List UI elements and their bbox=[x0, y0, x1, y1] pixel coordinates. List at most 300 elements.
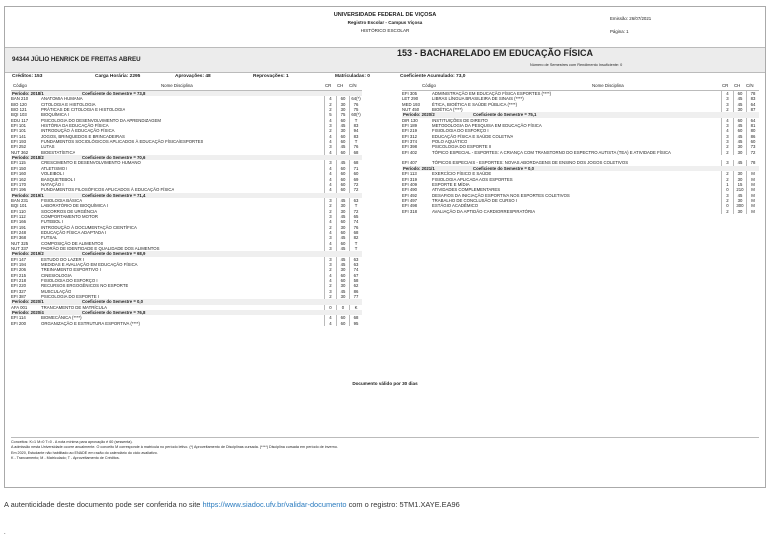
hours-cell: 60 bbox=[336, 150, 349, 155]
credits-cell: 4 bbox=[721, 91, 733, 96]
course-name: COMPORTAMENTO MOTOR bbox=[41, 213, 98, 219]
course-row bbox=[402, 150, 759, 161]
period-label: Período: 2018/2 bbox=[12, 155, 44, 161]
grade-cell: 62 bbox=[349, 283, 362, 288]
semester-coefficient: Coeficiente do Semestre = 68,9 bbox=[82, 251, 146, 257]
course-name: MUSCULAÇÃO bbox=[41, 288, 72, 294]
header-cn: C/N bbox=[349, 83, 357, 88]
grade-cell: 63 bbox=[349, 257, 362, 262]
hours-cell: 15 bbox=[733, 182, 746, 187]
credits-cell: 2 bbox=[324, 225, 336, 230]
credits-cell: 4 bbox=[324, 134, 336, 139]
grade-cell: 83 bbox=[349, 134, 362, 139]
course-code: NUT 450 bbox=[402, 107, 420, 113]
semester-coefficient: Coeficiente do Semestre = 0,0 bbox=[82, 299, 144, 305]
credits-cell: 3 bbox=[324, 257, 336, 262]
grade-cell: 73 bbox=[746, 144, 759, 149]
hours-cell: 60 bbox=[336, 182, 349, 187]
semester-coefficient: Coeficiente do Semestre = 75,1 bbox=[473, 112, 537, 118]
grade-cell: 82 bbox=[349, 235, 362, 240]
course-code: EFI 498 bbox=[402, 203, 418, 209]
course-name: ANATOMIA HUMANA bbox=[41, 96, 83, 102]
grade-cell: 75 bbox=[349, 107, 362, 112]
credits-cell: 3 bbox=[721, 96, 733, 101]
hours-cell: 30 bbox=[336, 203, 349, 208]
credits-cell: 4 bbox=[324, 182, 336, 187]
course-code: EFI 327 bbox=[11, 288, 27, 294]
credits-cell: 4 bbox=[324, 177, 336, 182]
student-name: 94344 JÚLIO HENRICK DE FREITAS ABREU bbox=[12, 56, 141, 63]
grade-cell: 76 bbox=[349, 102, 362, 107]
course-code: EFI 319 bbox=[402, 176, 418, 182]
auth-prefix: A autenticidade deste documento pode ser conferida no site bbox=[4, 500, 201, 509]
credits-cell: 0 bbox=[721, 203, 733, 208]
course-name: BIOQUÍMICA I bbox=[41, 112, 69, 118]
right-column-header bbox=[402, 83, 759, 91]
hours-cell: 300 bbox=[733, 203, 746, 208]
insufficient-semesters: Número de Semestres com Rendimento Insuficiente: 0 bbox=[530, 63, 623, 67]
credits-cell: 0 bbox=[721, 187, 733, 192]
course-code: EFI 398 bbox=[402, 144, 418, 150]
credits-cell: 0 bbox=[324, 305, 336, 310]
hours-cell: 45 bbox=[336, 235, 349, 240]
course-code: BIO 120 bbox=[11, 101, 27, 107]
course-code: EFI 114 bbox=[11, 315, 26, 321]
hours-cell: 30 bbox=[733, 198, 746, 203]
course-name: ADMINISTRAÇÃO EM EDUCAÇÃO FÍSICA ESPORTES (****) bbox=[432, 91, 552, 96]
hours-cell: 30 bbox=[336, 209, 349, 214]
credits-cell: 3 bbox=[324, 289, 336, 294]
semester-coefficient: Coeficiente do Semestre = 71,4 bbox=[82, 192, 146, 198]
course-code: EFI 368 bbox=[11, 235, 27, 241]
grade-cell: 72 bbox=[349, 182, 362, 187]
semester-coefficient: Coeficiente do Semestre = 76,8 bbox=[82, 310, 146, 316]
course-code: EFI 160 bbox=[11, 171, 27, 177]
course-name: SOCORROS DE URGÊNCIA bbox=[41, 208, 98, 214]
course-code: EFI 113 bbox=[402, 171, 417, 177]
grade-cell: M bbox=[746, 177, 759, 182]
hours-cell: 45 bbox=[336, 289, 349, 294]
course-code: EFI 206 bbox=[11, 267, 27, 273]
authenticity-line bbox=[4, 501, 460, 508]
hours-cell: 30 bbox=[336, 102, 349, 107]
semester-coefficient: Coeficiente do Semestre = 73,8 bbox=[82, 91, 146, 96]
course-name: FISIOLOGIA APLICADA AOS ESPORTES bbox=[432, 176, 513, 182]
grade-cell: K bbox=[349, 305, 362, 310]
credits-cell: 4 bbox=[721, 118, 733, 123]
grade-cell: 68 bbox=[349, 230, 362, 235]
hours-cell: 30 bbox=[733, 144, 746, 149]
course-name: EXERCÍCIO FÍSICO E SAÚDE bbox=[432, 171, 492, 177]
grade-cell: 83 bbox=[746, 96, 759, 101]
hours-cell: 60 bbox=[336, 139, 349, 144]
credits-cell: 4 bbox=[324, 139, 336, 144]
course-code: NUT 337 bbox=[11, 245, 29, 251]
hours-cell: 210 bbox=[733, 187, 746, 192]
course-name: EDUCAÇÃO FÍSICA ADAPTADA I bbox=[41, 229, 107, 235]
hours-cell: 45 bbox=[733, 160, 746, 165]
grade-cell: 87 bbox=[746, 107, 759, 112]
credits-cell: 2 bbox=[324, 267, 336, 272]
course-name: COMPOSIÇÃO DE ALIMENTOS bbox=[41, 240, 104, 246]
hours-cell: 60 bbox=[336, 241, 349, 246]
hours-cell: 45 bbox=[336, 262, 349, 267]
credits-cell: 4 bbox=[324, 118, 336, 123]
hours-cell: 30 bbox=[336, 128, 349, 133]
credits-cell: 5 bbox=[324, 112, 336, 117]
course-code: EFI 170 bbox=[11, 181, 27, 187]
hours-cell: 45 bbox=[336, 160, 349, 165]
grade-cell: 60 bbox=[349, 171, 362, 176]
header-cr: CR bbox=[722, 83, 729, 88]
credits-cell: 4 bbox=[324, 241, 336, 246]
course-name: PRÁTICAS DE CITOLOGIA E HISTOLOGIA bbox=[41, 107, 126, 113]
credits-cell: 3 bbox=[721, 160, 733, 165]
hours-cell: 60 bbox=[336, 315, 349, 320]
course-code: EFI 219 bbox=[402, 128, 418, 134]
grade-cell: M bbox=[746, 198, 759, 203]
period-label: Período: 2019/2 bbox=[12, 251, 44, 257]
grade-cell: 86 bbox=[746, 134, 759, 139]
grade-cell: 67 bbox=[349, 273, 362, 278]
grade-cell: M bbox=[746, 171, 759, 176]
hours-cell: 30 bbox=[733, 171, 746, 176]
grade-cell: 63 bbox=[349, 198, 362, 203]
course-name: FUTSAL bbox=[41, 235, 58, 241]
grade-cell: 68 bbox=[349, 160, 362, 165]
course-code: DIR 130 bbox=[402, 117, 418, 123]
credits-cell: 4 bbox=[324, 150, 336, 155]
grade-cell: 64 bbox=[746, 118, 759, 123]
course-code: EFI 387 bbox=[11, 294, 27, 300]
legend-line: K - Trancamento; M - Matriculado; T - Aproveitamento de Créditos. bbox=[11, 456, 120, 461]
left-column-header bbox=[11, 83, 362, 91]
course-name: TRABALHO DE CONCLUSÃO DE CURSO I bbox=[432, 197, 517, 203]
hours-cell: 45 bbox=[733, 102, 746, 107]
header-name: Nome Disciplina bbox=[592, 83, 624, 88]
course-code: BQI 103 bbox=[11, 112, 27, 118]
credits-cell: 2 bbox=[721, 209, 733, 214]
grade-cell: T bbox=[349, 203, 362, 208]
course-name: RECURSOS ERGOGÊNICOS NO ESPORTE bbox=[41, 283, 129, 289]
hours-cell: 45 bbox=[336, 198, 349, 203]
grade-cells bbox=[721, 150, 759, 155]
grade-cell: 68 bbox=[349, 150, 362, 155]
course-code: NUT 362 bbox=[11, 149, 29, 155]
period-label: Período: 2021/1 bbox=[403, 165, 435, 171]
grade-cell: 72 bbox=[349, 209, 362, 214]
course-row bbox=[402, 209, 759, 214]
course-row bbox=[11, 321, 362, 326]
grade-cell: 74 bbox=[349, 267, 362, 272]
course-title: 153 - BACHARELADO EM EDUCAÇÃO FÍSICA bbox=[397, 48, 594, 58]
course-name: DESAFIOS DA INICIAÇÃO ESPORTIVA NOS ESPORTES COLETIVOS bbox=[432, 192, 570, 198]
course-name: FISIOLOGIA DO ESFORÇO I bbox=[432, 128, 489, 134]
grade-cell: T bbox=[349, 246, 362, 251]
hours-cell: 45 bbox=[733, 139, 746, 144]
grade-cell: 83 bbox=[349, 123, 362, 128]
left-course-list bbox=[11, 91, 362, 326]
course-code: EFI 166 bbox=[11, 219, 27, 225]
legend-line: A admissão nesta Universidade ocorre anualmente. O conceito M corresponde à matrícula no período letivo. (*) Aproveitamento de Disciplinas cursada. (****) Disciplina cursada em período de inverno. bbox=[11, 445, 338, 450]
credits-cell: 1 bbox=[721, 182, 733, 187]
hours-cell: 60 bbox=[336, 230, 349, 235]
course-name: MEDIDAS E AVALIAÇÃO EM EDUCAÇÃO FÍSICA bbox=[41, 262, 138, 267]
credits-cell: 2 bbox=[324, 203, 336, 208]
credits-cell: 4 bbox=[324, 321, 336, 326]
credits-cell: 3 bbox=[324, 246, 336, 251]
course-code: AFA 001 bbox=[11, 304, 28, 310]
page-number: Página: 1 bbox=[610, 29, 629, 34]
course-code: EFI 220 bbox=[11, 283, 27, 289]
enrolled: Matriculadas: 0 bbox=[335, 74, 370, 79]
hours-cell: 45 bbox=[733, 193, 746, 198]
grade-cell: 95 bbox=[349, 321, 362, 326]
course-name: FUNDAMENTOS FILOSÓFICOS APLICADOS À EDUCAÇÃO FÍSICA bbox=[41, 187, 175, 193]
hours-cell: 60 bbox=[733, 118, 746, 123]
course-code: EFI 200 bbox=[11, 320, 27, 326]
course-code: EFI 115 bbox=[11, 160, 26, 166]
credits-cell: 3 bbox=[324, 123, 336, 128]
course-name: VOLEIBOL I bbox=[41, 171, 65, 177]
course-name: LIBRAS LÍNGUA BRASILEIRA DE SINAIS (****) bbox=[432, 96, 524, 102]
course-name: METODOLOGIA DA PESQUISA EM EDUCAÇÃO FÍSICA bbox=[432, 123, 542, 129]
course-name: INSTITUIÇÕES DE DIREITO bbox=[432, 117, 488, 123]
course-code: LET 290 bbox=[402, 96, 419, 102]
semester-coefficient: Coeficiente do Semestre = 0,0 bbox=[473, 165, 535, 171]
validity-note: Documento válido por 30 dias bbox=[352, 381, 418, 386]
course-name: TÓPICOS ESPECIAIS - ESPORTES: NOVAS ABORDAGENS DE ENSINO DOS JOGOS COLETIVOS bbox=[432, 160, 629, 166]
credits-cell: 4 bbox=[324, 219, 336, 224]
hours-cell: 45 bbox=[336, 257, 349, 262]
hours-cell: 0 bbox=[336, 305, 349, 310]
grade-cell: 78 bbox=[746, 91, 759, 96]
credits-cell: 2 bbox=[721, 177, 733, 182]
course-name: CRESCIMENTO E DESENVOLVIMENTO HUMANO bbox=[41, 160, 141, 166]
document-type: HISTÓRICO ESCOLAR bbox=[360, 28, 410, 33]
grade-cell: 78 bbox=[746, 160, 759, 165]
header-ch: CH bbox=[337, 83, 344, 88]
grade-cell: M bbox=[746, 182, 759, 187]
grade-cell: 72 bbox=[746, 150, 759, 155]
course-name: BIOESTATÍSTICA bbox=[41, 149, 76, 155]
hours-cell: 60 bbox=[336, 177, 349, 182]
transcript-sheet bbox=[4, 6, 766, 488]
course-name: PSICOLOGIA DO ESPORTE II bbox=[432, 144, 492, 150]
credits-cell: 3 bbox=[721, 123, 733, 128]
hours-cell: 30 bbox=[336, 107, 349, 112]
course-code: EFI 196 bbox=[11, 187, 27, 193]
credits-cell: 2 bbox=[721, 198, 733, 203]
course-name: FUNDAMENTOS SOCIOLÓGICOS APLICADOS À EDUCAÇÃO FÍSICA/ESPORTES bbox=[41, 139, 204, 145]
grade-cell: 60(*) bbox=[349, 112, 362, 117]
grade-cell: 65 bbox=[349, 214, 362, 219]
validation-link[interactable]: https://www.siadoc.ufv.br/validar-documento bbox=[202, 500, 347, 509]
course-code: EFI 248 bbox=[11, 229, 27, 235]
grade-cell: 69 bbox=[349, 177, 362, 182]
credits-cell: 3 bbox=[324, 262, 336, 267]
university-name: UNIVERSIDADE FEDERAL DE VIÇOSA bbox=[333, 12, 437, 18]
failures: Reprovações: 1 bbox=[253, 74, 289, 79]
grade-cell: T bbox=[349, 241, 362, 246]
grade-cell: M bbox=[746, 209, 759, 214]
course-code: MED 193 bbox=[402, 101, 420, 107]
course-code: EFI 189 bbox=[402, 123, 418, 129]
header-cr: CR bbox=[325, 83, 332, 88]
credits-cell: 4 bbox=[324, 187, 336, 192]
hours-cell: 30 bbox=[336, 283, 349, 288]
course-code: EFI 162 bbox=[11, 176, 27, 182]
course-name: ESTÁGIO ACADÊMICO bbox=[432, 203, 479, 209]
course-code: EFI 407 bbox=[402, 160, 418, 166]
credits-cell: 2 bbox=[324, 128, 336, 133]
course-name: FISIOLOGIA DO ESFORÇO I bbox=[41, 278, 98, 284]
hours-cell: 60 bbox=[336, 171, 349, 176]
course-code: EFI 492 bbox=[402, 192, 418, 198]
credits-cell: 4 bbox=[324, 171, 336, 176]
hours-cell: 45 bbox=[336, 123, 349, 128]
emission-date: Emissão: 26/07/2021 bbox=[610, 16, 652, 21]
course-code: EFI 101 bbox=[11, 123, 27, 129]
grade-cell: 58 bbox=[349, 278, 362, 283]
hours-cell: 60 bbox=[733, 91, 746, 96]
course-code: BIO 121 bbox=[11, 107, 27, 113]
period-label: Período: 2018/1 bbox=[12, 91, 44, 96]
legend-line: Em 2020, Estudante não habilitado ao ENADE em razão do calendário do ciclo avaliativo. bbox=[11, 450, 158, 455]
credits-cell: 3 bbox=[324, 160, 336, 165]
period-label: Período: 2020/4 bbox=[12, 310, 44, 316]
period-label: Período: 2020/2 bbox=[403, 112, 435, 118]
credits-cell: 2 bbox=[721, 171, 733, 176]
course-name: LUTAS bbox=[41, 144, 55, 150]
grade-cells bbox=[721, 209, 759, 214]
credits-cell: 4 bbox=[324, 166, 336, 171]
credits-cell: 4 bbox=[324, 273, 336, 278]
course-name: TÓPICO ESPECIAL - ESPORTES: A CRIANÇA COM TRANSTORNO DO ESPECTRO AUTISTA (TEA) E ATIVIDADE FÍSICA bbox=[432, 149, 671, 155]
grade-cell: 86 bbox=[349, 289, 362, 294]
course-name: ÉTICA, BIOÉTICA E SAÚDE PÚBLICA (****) bbox=[432, 101, 518, 107]
semester-coefficient: Coeficiente do Semestre = 70,6 bbox=[82, 155, 146, 161]
course-name: ESPORTE E MÍDIA bbox=[432, 181, 470, 187]
grade-cell: 94 bbox=[349, 128, 362, 133]
course-code: EFI 497 bbox=[402, 197, 418, 203]
credits-cell: 3 bbox=[324, 144, 336, 149]
course-code: EFI 110 bbox=[11, 208, 26, 214]
course-name: FUTEBOL I bbox=[41, 219, 64, 225]
course-name: BASQUETEBOL I bbox=[41, 176, 76, 182]
course-code: NUT 325 bbox=[11, 240, 29, 246]
registry-name: Registro Escolar - Campus Viçosa bbox=[347, 20, 423, 25]
credits-cell: 4 bbox=[324, 278, 336, 283]
hours-cell: 45 bbox=[733, 134, 746, 139]
legend bbox=[11, 437, 759, 462]
course-code: EFI 101 bbox=[11, 128, 27, 134]
course-name: TREINAMENTO ESPORTIVO I bbox=[41, 267, 101, 273]
credits-cell: 3 bbox=[721, 139, 733, 144]
course-name: HISTÓRIA DA EDUCAÇÃO FÍSICA bbox=[41, 123, 109, 129]
hours-cell: 30 bbox=[336, 267, 349, 272]
grade-cell: M bbox=[746, 203, 759, 208]
credits-cell: 3 bbox=[324, 198, 336, 203]
hours-cell: 60 bbox=[336, 166, 349, 171]
credits-cell: 4 bbox=[324, 315, 336, 320]
grade-cells bbox=[324, 321, 362, 326]
grade-cell: 60 bbox=[746, 139, 759, 144]
hours-cell: 60 bbox=[336, 321, 349, 326]
course-name: BIOÉTICA (****) bbox=[432, 107, 463, 113]
course-code: EFI 409 bbox=[402, 181, 418, 187]
header-ch: CH bbox=[734, 83, 741, 88]
hours-cell: 45 bbox=[336, 144, 349, 149]
course-code: EFI 318 bbox=[402, 208, 418, 214]
hours-cell: 45 bbox=[336, 214, 349, 219]
credits-cell: 2 bbox=[721, 150, 733, 155]
header-name: Nome Disciplina bbox=[161, 83, 193, 88]
course-name: PSICOLOGIA DO ESPORTE I bbox=[41, 294, 99, 300]
credits-cell: 3 bbox=[324, 214, 336, 219]
hours-cell: 30 bbox=[733, 150, 746, 155]
course-name: AVALIAÇÃO DA APTIDÃO CARDIORRESPIRATÓRIA bbox=[432, 208, 536, 214]
course-code: EFI 191 bbox=[11, 224, 27, 230]
course-name: POLO AQUÁTICO bbox=[432, 139, 468, 145]
course-name: CINESIOLOGIA bbox=[41, 272, 72, 278]
hours-cell: 60 bbox=[336, 134, 349, 139]
course-name: EDUCAÇÃO FÍSICA E SAÚDE COLETIVA bbox=[432, 133, 514, 139]
credits-cell: 2 bbox=[721, 144, 733, 149]
header-code: Código bbox=[13, 83, 27, 88]
course-code: EFI 193 bbox=[11, 139, 27, 145]
grade-cell: M bbox=[746, 187, 759, 192]
course-code: EFI 218 bbox=[11, 278, 27, 284]
period-label: Período: 2020/1 bbox=[12, 299, 44, 305]
workload: Carga Horária: 2295 bbox=[95, 74, 141, 79]
grade-cell: T bbox=[349, 139, 362, 144]
course-code: EFI 312 bbox=[402, 133, 418, 139]
grade-cell: 64 bbox=[746, 102, 759, 107]
hours-cell: 45 bbox=[733, 96, 746, 101]
course-name: ATIVIDADES COMPLEMENTARES bbox=[432, 187, 501, 193]
course-name: INTRODUÇÃO À DOCUMENTAÇÃO CIENTÍFICA bbox=[41, 224, 137, 230]
course-name: FISIOLOGIA BÁSICA bbox=[41, 197, 83, 203]
grade-cell: M bbox=[746, 193, 759, 198]
course-name: ATLETISMO I bbox=[41, 165, 68, 171]
hours-cell: 60 bbox=[336, 219, 349, 224]
credits-cell: 2 bbox=[324, 102, 336, 107]
grade-cell: 77 bbox=[349, 294, 362, 299]
credits-cell: 2 bbox=[324, 283, 336, 288]
hours-cell: 30 bbox=[733, 209, 746, 214]
credits-cell: 2 bbox=[324, 294, 336, 299]
credits-cell: 4 bbox=[324, 96, 336, 101]
course-code: EFI 141 bbox=[11, 133, 27, 139]
hours-cell: 30 bbox=[336, 294, 349, 299]
hours-cell: 45 bbox=[336, 246, 349, 251]
legend-line: Conceitos: K=1 M=0 T=0 - A nota mínima para aprovação é 60 (sessenta). bbox=[11, 440, 133, 444]
grade-cell: 71 bbox=[349, 166, 362, 171]
course-code: EFI 147 bbox=[11, 256, 27, 262]
course-code: EFI 490 bbox=[402, 187, 418, 193]
credits-cell: 3 bbox=[721, 193, 733, 198]
course-code: EFI 194 bbox=[11, 262, 27, 267]
grade-cell: 72 bbox=[349, 187, 362, 192]
header-code: Código bbox=[422, 83, 436, 88]
course-name: BIOMECÂNICA (****) bbox=[41, 315, 82, 321]
course-code: EFI 305 bbox=[402, 91, 418, 96]
auth-suffix: com o registro: 5TM1.XAYE.EA96 bbox=[348, 500, 460, 509]
course-code: EFI 374 bbox=[402, 139, 418, 145]
grade-cell: 74 bbox=[349, 219, 362, 224]
hours-cell: 60 bbox=[336, 278, 349, 283]
